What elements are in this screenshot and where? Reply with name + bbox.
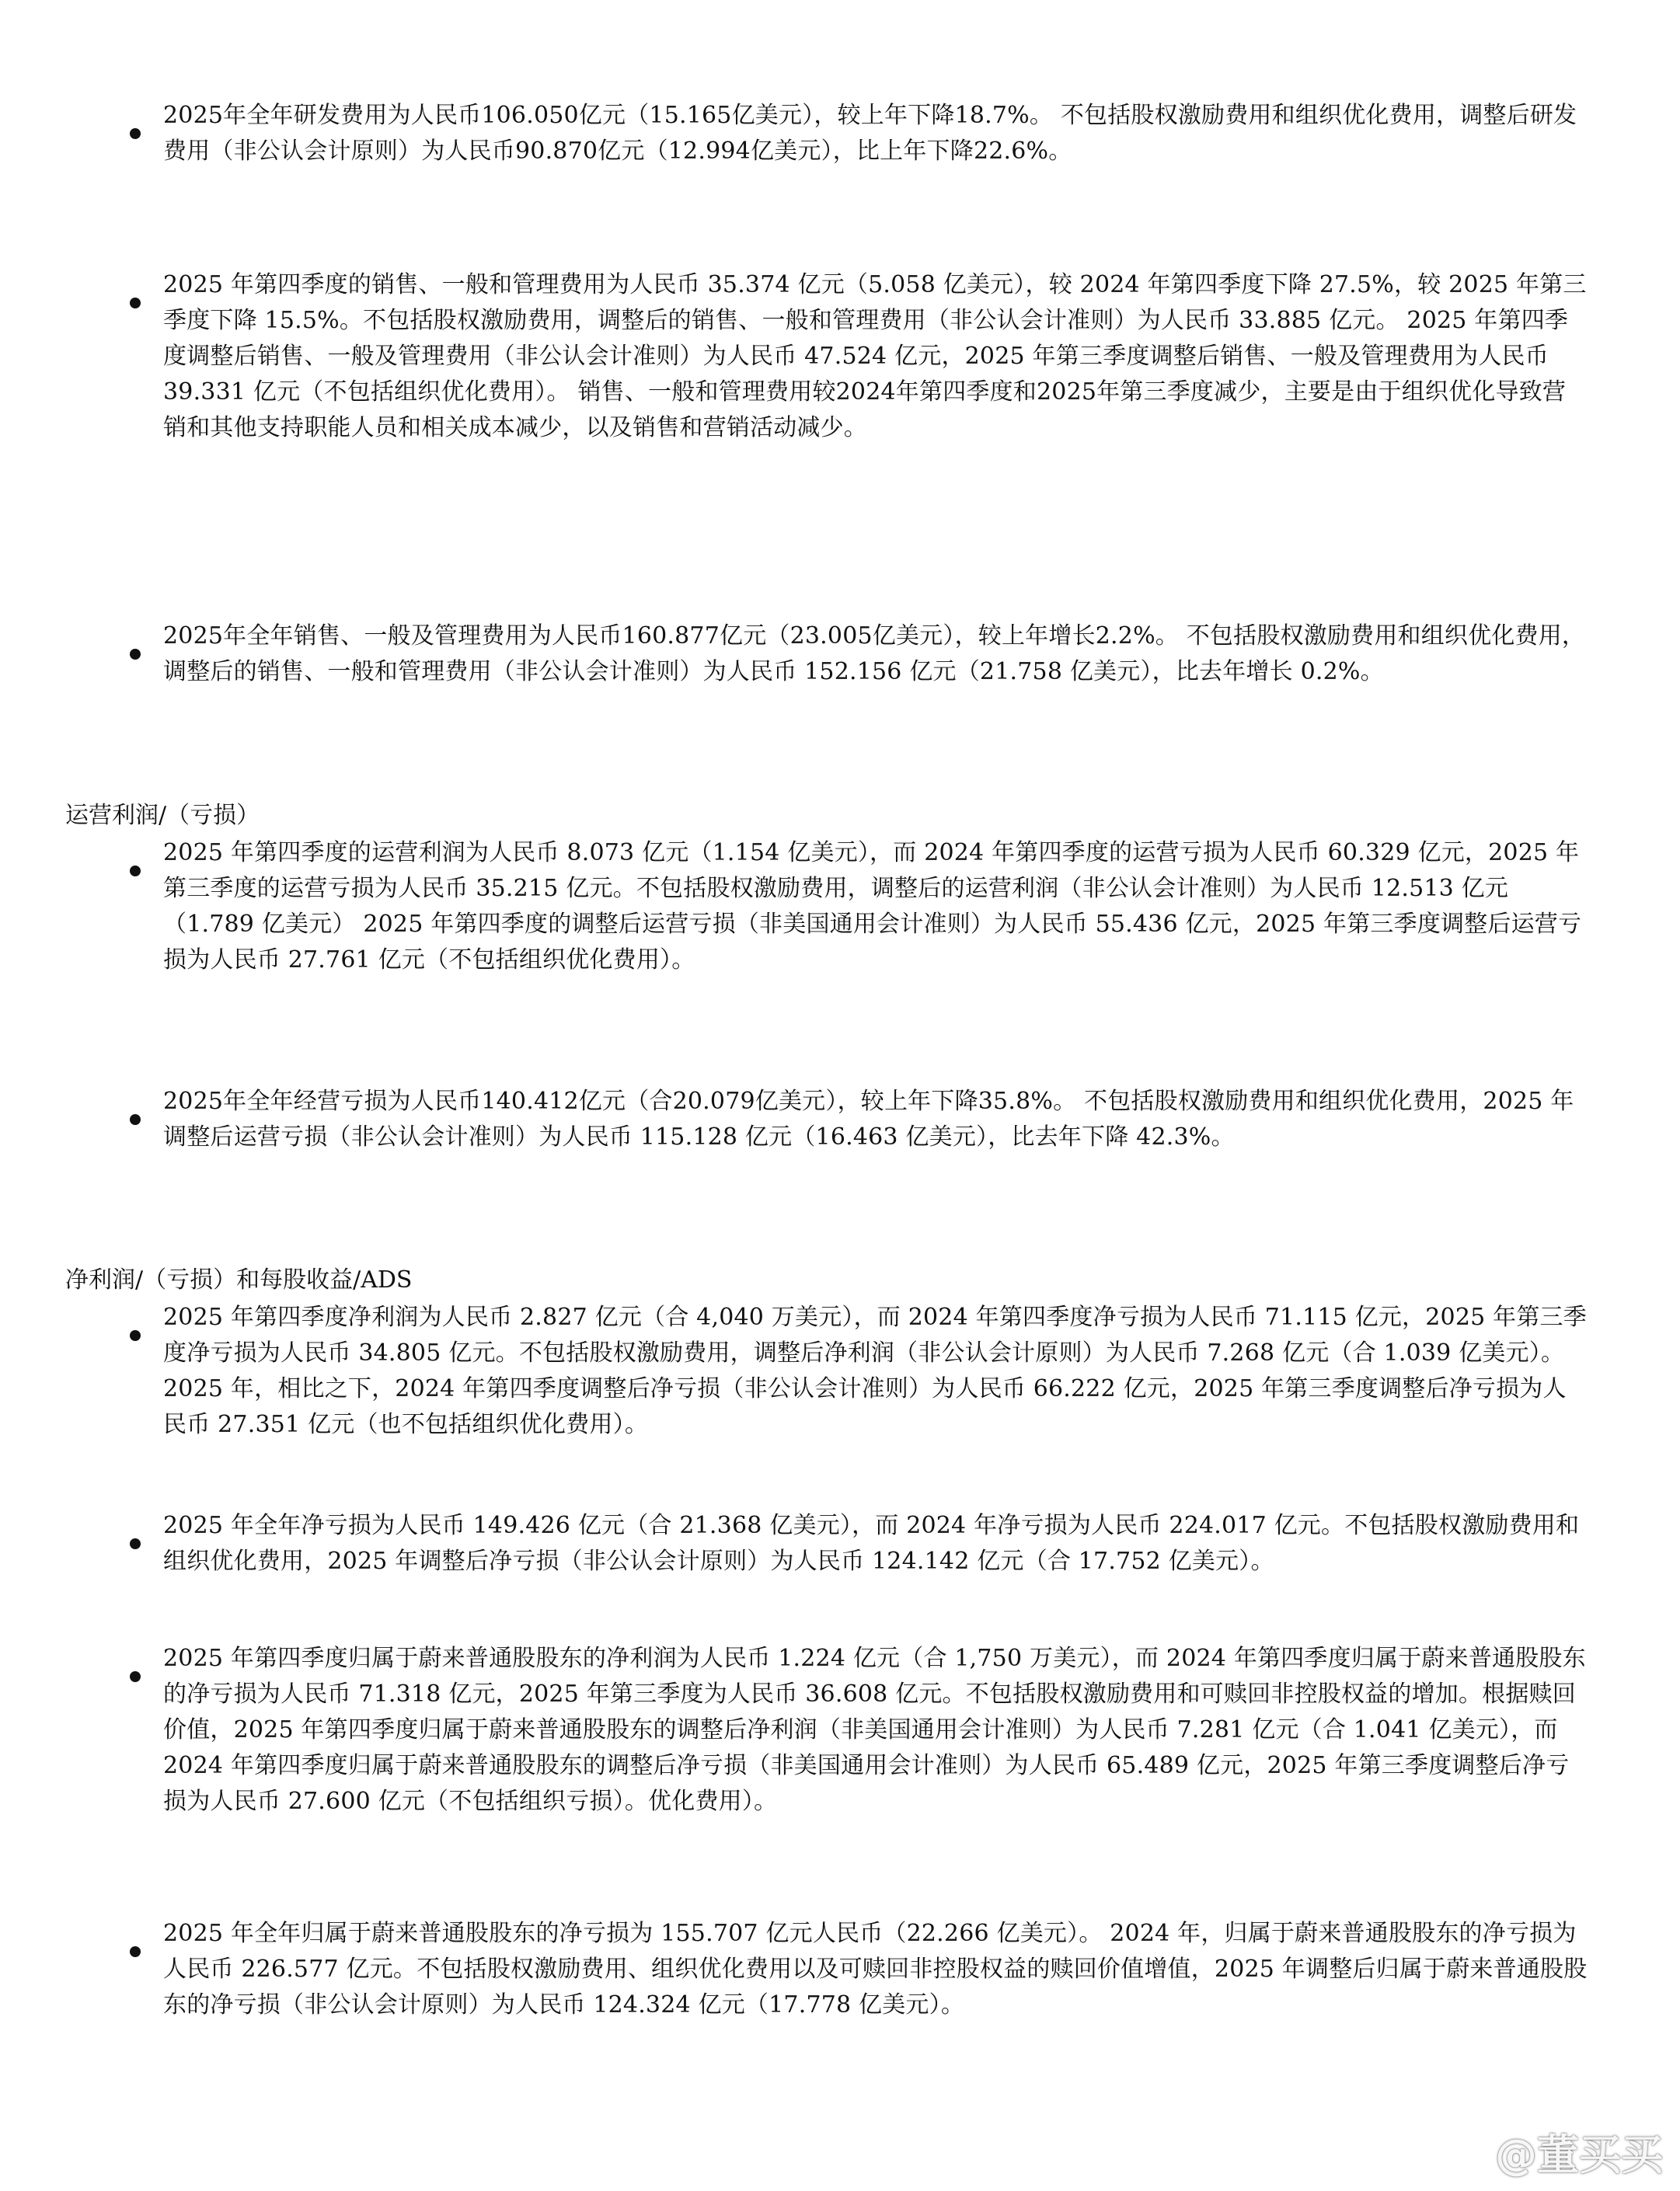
operating-q4-paragraph: 2025 年第四季度的运营利润为人民币 8.073 亿元（1.154 亿美元），而 2024 年第四季度的运营亏损为人民币 60.329 亿元，2025 年第三季度的运营亏损为人民币 35.215 亿元。不包括股权激励费用，调整后的运营利润（非公认会计准则）为人民币 12.513 亿元（1.789 亿美元） 2025 年第四季度的调整后运营亏损（非美国通用会计准则）为人民币 55.436 亿元，2025 年第三季度调整后运营亏损为人民币 27.761 亿元（不包括组织优化费用）。 <box>163 839 1582 974</box>
bullet-dot <box>130 128 141 139</box>
watermark-text: @董买买 <box>1495 2130 1663 2179</box>
operating-profit-heading: 运营利润/（亏损） <box>65 802 260 829</box>
net-profit-heading: 净利润/（亏损）和每股收益/ADS <box>65 1266 413 1294</box>
weibo-logo-icon <box>1441 2132 1489 2172</box>
bullet-dot <box>130 649 141 660</box>
sga-q4-paragraph: 2025 年第四季度的销售、一般和管理费用为人民币 35.374 亿元（5.058 亿美元），较 2024 年第四季度下降 27.5%，较 2025 年第三季度下降 15.5%。不包括股权激励费用，调整后的销售、一般和管理费用（非公认会计准则）为人民币 33.885 亿元。 2025 年第四季度调整后销售、一般及管理费用（非公认会计准则）为人民币 47.524 亿元，2025 年第三季度调整后销售、一般及管理费用为人民币 39.331 亿元（不包括组织优化费用）。 销售、一般和管理费用较2024年第四季度和2025年第三季度减少，主要是由于组织优化导致营销和其他支持职能人员和相关成本减少，以及销售和营销活动减少。 <box>163 271 1587 441</box>
net-q4-paragraph: 2025 年第四季度净利润为人民币 2.827 亿元（合 4,040 万美元），而 2024 年第四季度净亏损为人民币 71.115 亿元，2025 年第三季度净亏损为人民币 34.805 亿元。不包括股权激励费用，调整后净利润（非公认会计原则）为人民币 7.268 亿元（合 1.039 亿美元）。 2025 年，相比之下，2024 年第四季度调整后净亏损（非公认会计准则）为人民币 66.222 亿元，2025 年第三季度调整后净亏损为人民币 27.351 亿元（也不包括组织优化费用）。 <box>163 1304 1587 1438</box>
bullet-dot <box>130 866 141 876</box>
net-attributable-q4-paragraph: 2025 年第四季度归属于蔚来普通股股东的净利润为人民币 1.224 亿元（合 1,750 万美元），而 2024 年第四季度归属于蔚来普通股股东的净亏损为人民币 71.318 亿元，2025 年第三季度为人民币 36.608 亿元。不包括股权激励费用和可赎回非控股权益的增加。根据赎回价值，2025 年第四季度归属于蔚来普通股股东的调整后净利润（非美国通用会计准则）为人民币 7.281 亿元（合 1.041 亿美元），而 2024 年第四季度归属于蔚来普通股股东的调整后净亏损（非美国通用会计准则）为人民币 65.489 亿元，2025 年第三季度调整后净亏损为人民币 27.600 亿元（不包括组织亏损）。优化费用）。 <box>163 1645 1586 1815</box>
weibo-watermark <box>1441 2122 1663 2182</box>
rd-annual-paragraph: 2025年全年研发费用为人民币106.050亿元（15.165亿美元），较上年下降18.7%。 不包括股权激励费用和组织优化费用，调整后研发费用（非公认会计原则）为人民币90.870亿元（12.994亿美元），比上年下降22.6%。 <box>163 102 1577 165</box>
bullet-dot <box>130 1330 141 1341</box>
bullet-dot <box>130 1671 141 1682</box>
bullet-dot <box>130 1114 141 1125</box>
net-attributable-annual-paragraph: 2025 年全年归属于蔚来普通股股东的净亏损为 155.707 亿元人民币（22.266 亿美元）。 2024 年，归属于蔚来普通股股东的净亏损为人民币 226.577 亿元。不包括股权激励费用、组织优化费用以及可赎回非控股权益的赎回价值增值，2025 年调整后归属于蔚来普通股股东的净亏损（非公认会计原则）为人民币 124.324 亿元（17.778 亿美元）。 <box>163 1920 1588 2019</box>
bullet-dot <box>130 1538 141 1549</box>
net-annual-paragraph: 2025 年全年净亏损为人民币 149.426 亿元（合 21.368 亿美元），而 2024 年净亏损为人民币 224.017 亿元。不包括股权激励费用和组织优化费用，2025 年调整后净亏损（非公认会计原则）为人民币 124.142 亿元（合 17.752 亿美元）。 <box>163 1512 1580 1575</box>
operating-annual-paragraph: 2025年全年经营亏损为人民币140.412亿元（合20.079亿美元），较上年下降35.8%。 不包括股权激励费用和组织优化费用，2025 年调整后运营亏损（非公认会计准则）为人民币 115.128 亿元（16.463 亿美元），比去年下降 42.3%。 <box>163 1088 1574 1151</box>
bullet-dot <box>130 298 141 308</box>
sga-annual-paragraph: 2025年全年销售、一般及管理费用为人民币160.877亿元（23.005亿美元），较上年增长2.2%。 不包括股权激励费用和组织优化费用，调整后的销售、一般和管理费用（非公认会计准则）为人民币 152.156 亿元（21.758 亿美元），比去年增长 0.2%。 <box>163 622 1586 685</box>
bullet-dot <box>130 1946 141 1957</box>
